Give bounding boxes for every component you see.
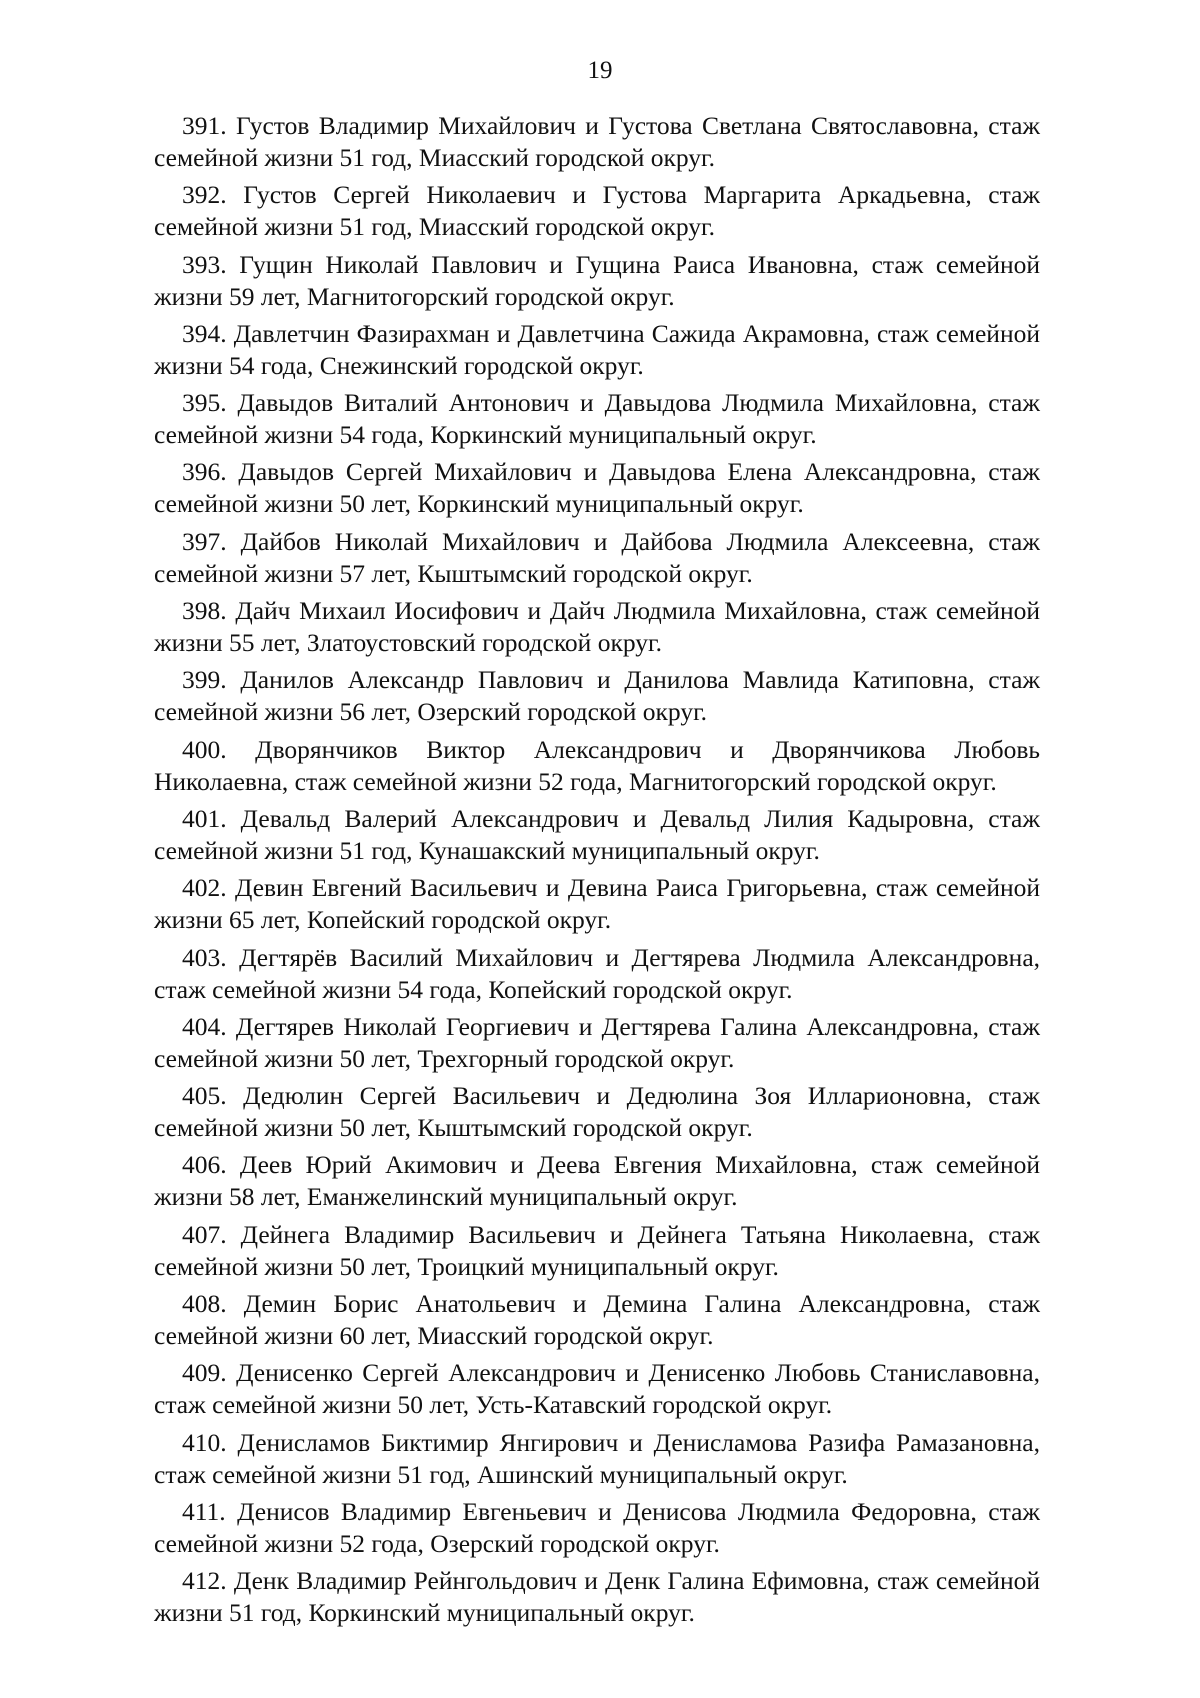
item-number: 410. <box>182 1427 227 1457</box>
list-item <box>154 1496 1040 1560</box>
item-number: 399. <box>182 665 227 695</box>
item-number: 398. <box>182 596 227 626</box>
list-item <box>154 1565 1040 1629</box>
item-number: 404. <box>182 1011 227 1041</box>
list-item <box>154 595 1040 659</box>
item-number: 407. <box>182 1219 227 1249</box>
item-text: Девальд Валерий Александрович и Девальд Лилия Кадыровна, стаж семейной жизни 51 год, Кунашакский муниципальный округ. <box>154 803 1040 865</box>
list-item <box>154 1080 1040 1144</box>
list-item <box>154 456 1040 520</box>
item-number: 411. <box>182 1496 226 1526</box>
list-item <box>154 664 1040 728</box>
item-number: 397. <box>182 526 227 556</box>
item-number: 403. <box>182 942 227 972</box>
item-text: Девин Евгений Васильевич и Девина Раиса Григорьевна, стаж семейной жизни 65 лет, Копейский городской округ. <box>154 873 1041 935</box>
item-number: 395. <box>182 388 227 418</box>
list-item <box>154 1219 1040 1283</box>
list-item <box>154 803 1040 867</box>
item-text: Давлетчин Фазирахман и Давлетчина Сажида Акрамовна, стаж семейной жизни 54 года, Снежинский городской округ. <box>154 318 1040 380</box>
list-item <box>154 179 1040 243</box>
item-number: 408. <box>182 1289 227 1319</box>
list-item <box>154 1011 1040 1075</box>
list-item <box>154 1427 1040 1491</box>
item-number: 391. <box>182 111 227 140</box>
page-number: 19 <box>587 57 613 84</box>
item-number: 400. <box>182 734 227 764</box>
list-item <box>154 1288 1040 1352</box>
list-item <box>154 872 1040 936</box>
list-item <box>154 387 1040 451</box>
item-text: Давыдов Виталий Антонович и Давыдова Людмила Михайловна, стаж семейной жизни 54 года, Коркинский муниципальный округ. <box>154 388 1040 450</box>
item-text: Густов Владимир Михайлович и Густова Светлана Святославовна, стаж семейной жизни 51 год, Миасский городской округ. <box>154 111 1041 172</box>
list-item <box>154 526 1040 590</box>
item-text: Денисов Владимир Евгеньевич и Денисова Людмила Федоровна, стаж семейной жизни 52 года, Озерский городской округ. <box>154 1496 1041 1558</box>
item-number: 406. <box>182 1150 227 1180</box>
item-number: 401. <box>182 803 227 833</box>
award-list <box>154 110 1040 1635</box>
list-item <box>154 1357 1040 1421</box>
item-number: 394. <box>182 318 227 348</box>
item-text: Дайбов Николай Михайлович и Дайбова Людмила Алексеевна, стаж семейной жизни 57 лет, Кыштымский городской округ. <box>154 526 1040 588</box>
list-item <box>154 942 1040 1006</box>
item-number: 396. <box>182 457 227 487</box>
item-text: Демин Борис Анатольевич и Демина Галина Александровна, стаж семейной жизни 60 лет, Миасский городской округ. <box>154 1289 1041 1351</box>
list-item <box>154 318 1040 382</box>
item-text: Денк Владимир Рейнгольдович и Денк Галина Ефимовна, стаж семейной жизни 51 год, Коркинский муниципальный округ. <box>154 1566 1041 1628</box>
item-text: Дегтярев Николай Георгиевич и Дегтярева Галина Александровна, стаж семейной жизни 50 лет, Трехгорный городской округ. <box>154 1011 1040 1073</box>
item-number: 405. <box>182 1081 227 1111</box>
item-text: Денисенко Сергей Александрович и Денисенко Любовь Станиславовна, стаж семейной жизни 50 лет, Усть-Катавский городской округ. <box>154 1358 1041 1420</box>
item-text: Данилов Александр Павлович и Данилова Мавлида Катиповна, стаж семейной жизни 56 лет, Озерский городской округ. <box>154 665 1041 727</box>
item-text: Дайч Михаил Иосифович и Дайч Людмила Михайловна, стаж семейной жизни 55 лет, Златоустовский городской округ. <box>154 596 1040 658</box>
item-number: 402. <box>182 873 227 903</box>
item-number: 392. <box>182 180 227 210</box>
list-item <box>154 734 1040 798</box>
list-item <box>154 110 1040 174</box>
item-text: Дейнега Владимир Васильевич и Дейнега Татьяна Николаевна, стаж семейной жизни 50 лет, Троицкий муниципальный округ. <box>154 1219 1040 1281</box>
item-text: Гущин Николай Павлович и Гущина Раиса Ивановна, стаж семейной жизни 59 лет, Магнитогорский городской округ. <box>154 249 1041 311</box>
item-text: Давыдов Сергей Михайлович и Давыдова Елена Александровна, стаж семейной жизни 50 лет, Коркинский муниципальный округ. <box>154 457 1041 519</box>
item-number: 412. <box>182 1566 227 1596</box>
item-text: Деев Юрий Акимович и Деева Евгения Михайловна, стаж семейной жизни 58 лет, Еманжелинский муниципальный округ. <box>154 1150 1041 1212</box>
list-item <box>154 1149 1040 1213</box>
item-text: Дегтярёв Василий Михайлович и Дегтярева Людмила Александровна, стаж семейной жизни 54 года, Копейский городской округ. <box>154 942 1041 1004</box>
list-item <box>154 249 1040 313</box>
item-text: Густов Сергей Николаевич и Густова Маргарита Аркадьевна, стаж семейной жизни 51 год, Миасский городской округ. <box>154 180 1041 242</box>
item-text: Дедюлин Сергей Васильевич и Дедюлина Зоя Илларионовна, стаж семейной жизни 50 лет, Кыштымский городской округ. <box>154 1081 1040 1143</box>
item-number: 393. <box>182 249 227 279</box>
item-number: 409. <box>182 1358 227 1388</box>
item-text: Денисламов Биктимир Янгирович и Денисламова Разифа Рамазановна, стаж семейной жизни 51 год, Ашинский муниципальный округ. <box>154 1427 1040 1489</box>
item-text: Дворянчиков Виктор Александрович и Дворянчикова Любовь Николаевна, стаж семейной жизни 52 года, Магнитогорский городской округ. <box>154 734 1040 796</box>
